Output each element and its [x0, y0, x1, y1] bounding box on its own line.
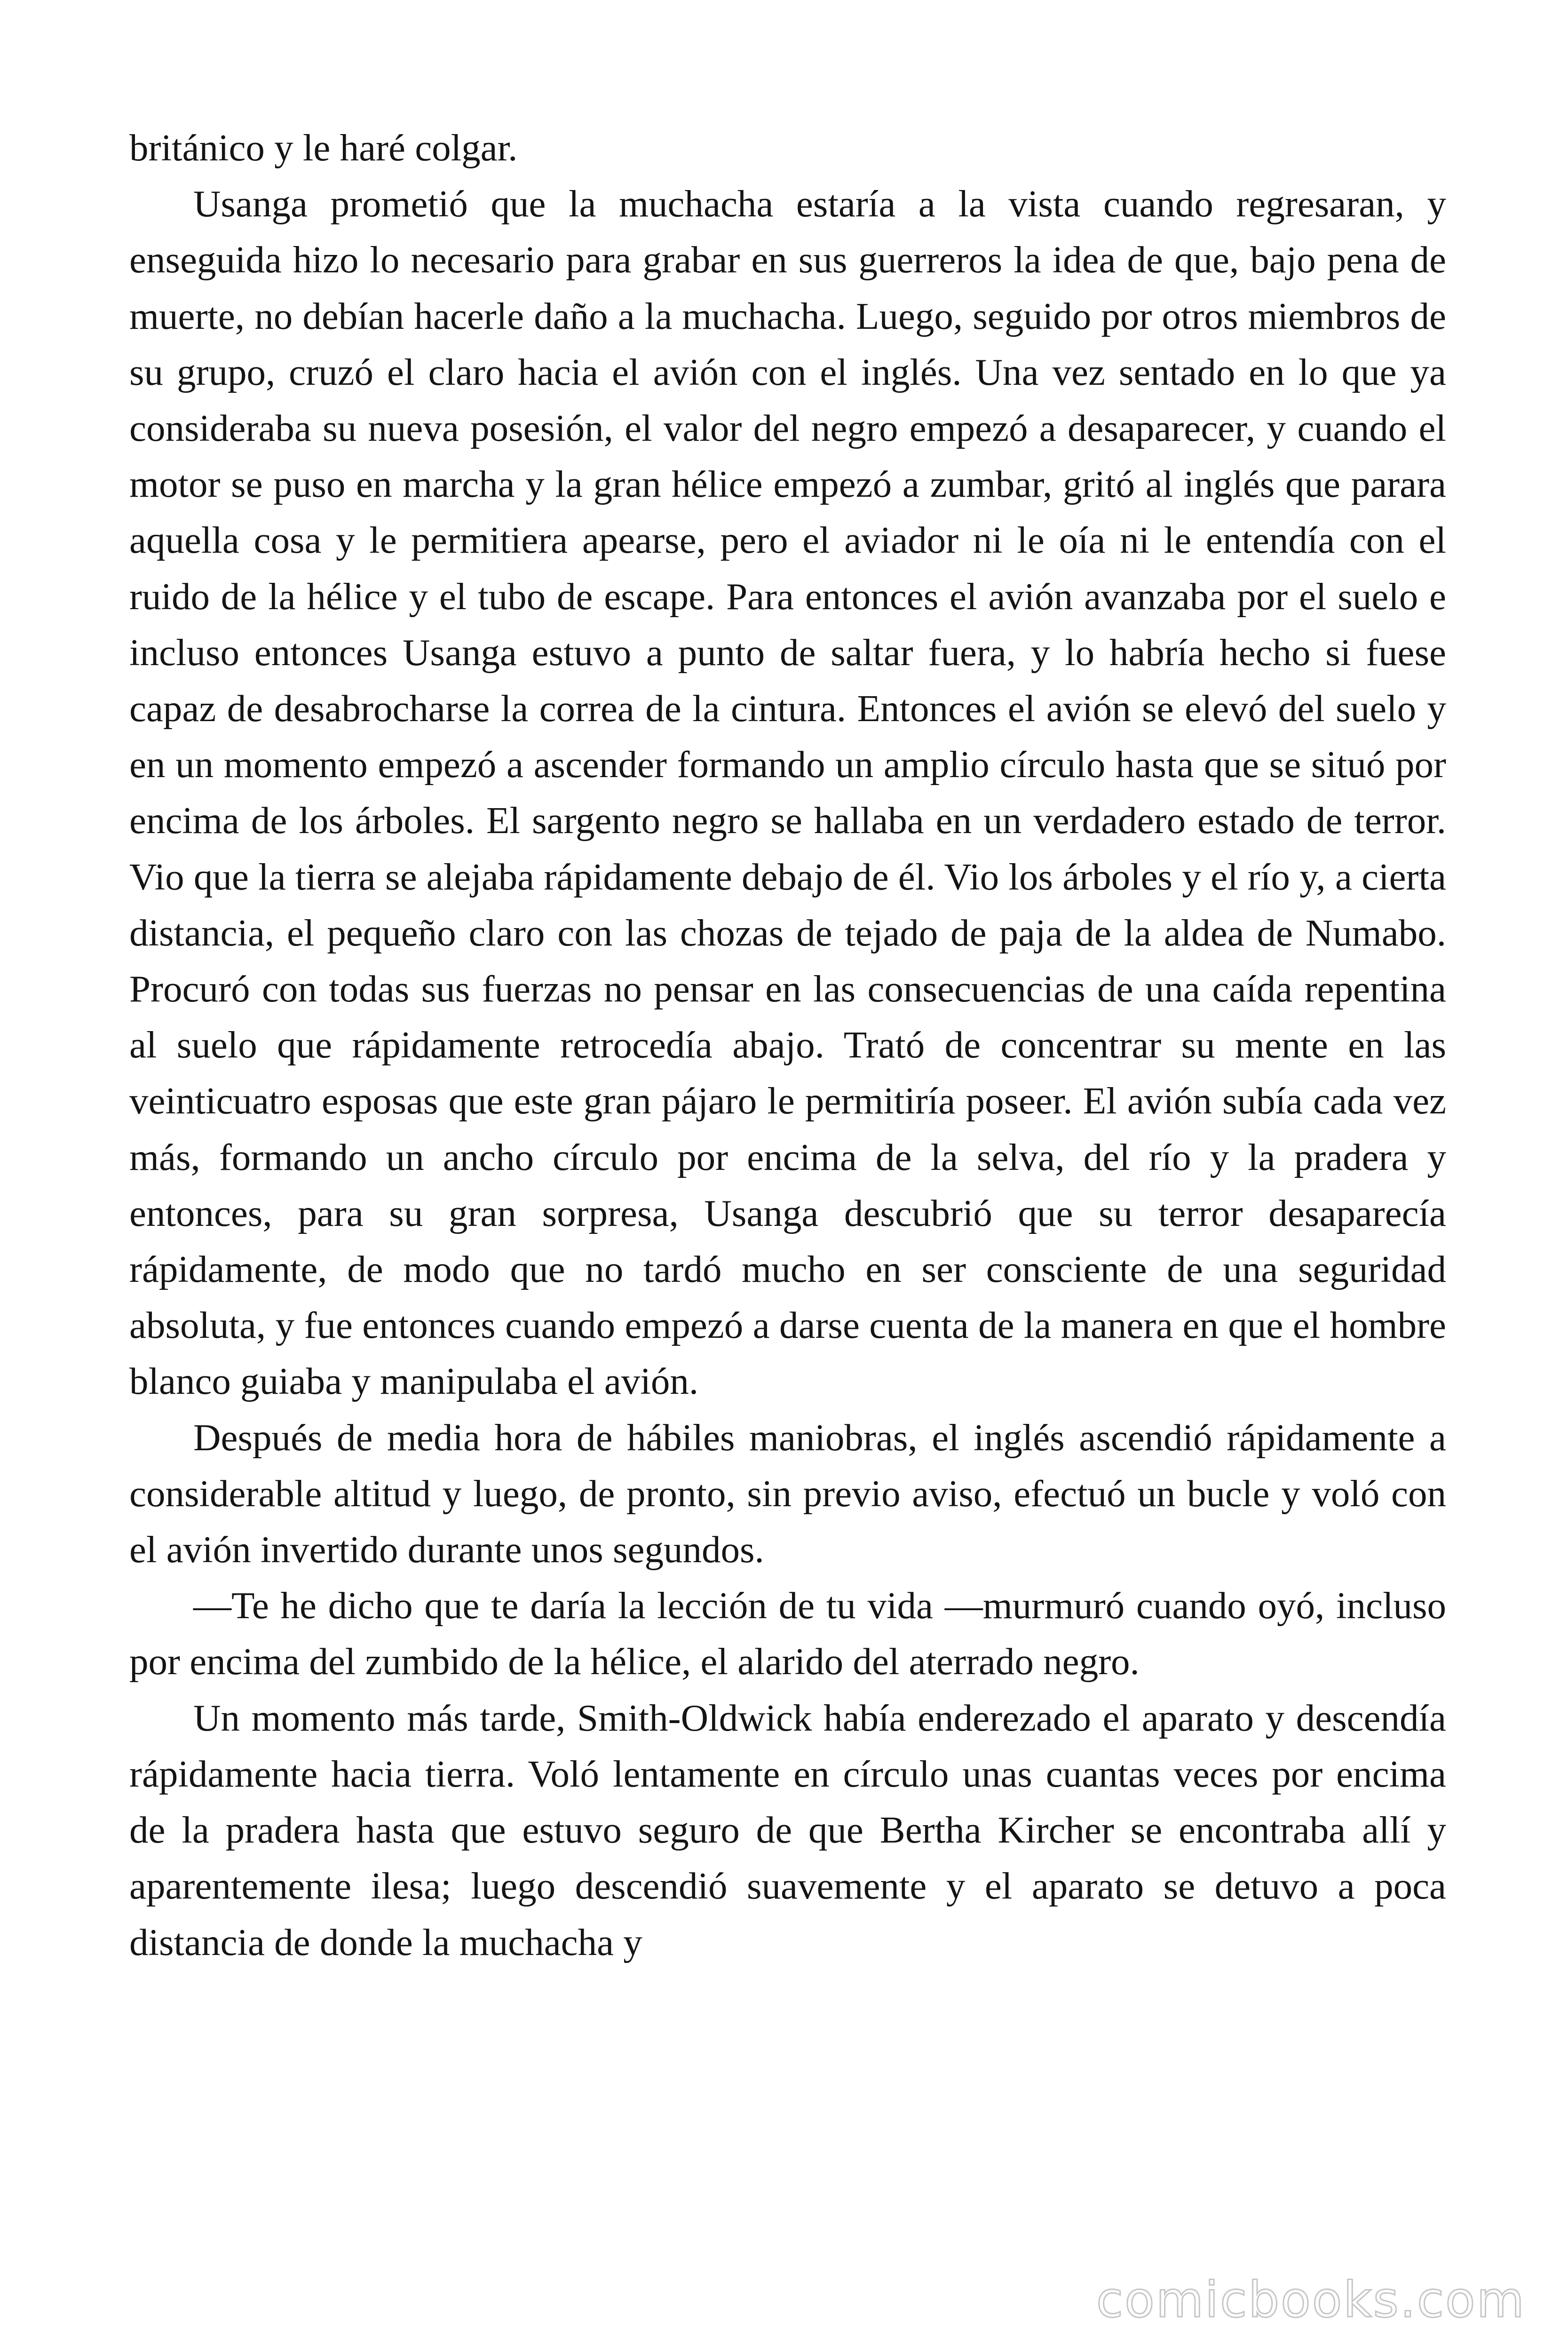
paragraph: Después de media hora de hábiles maniobras, el inglés ascendió rápidamente a considerable altitud y luego, de pronto, sin previo aviso, efectuó un bucle y voló con el avión invertido durante unos segundos.	[129, 1416, 1446, 1571]
paragraph: Un momento más tarde, Smith-Oldwick había enderezado el aparato y descendía rápidamente hacia tierra. Voló lentamente en círculo unas cuantas veces por encima de la pradera hasta que estuvo seguro de que Bertha Kircher se encontraba allí y aparentemente ilesa; luego descendió suavemente y el aparato se detuvo a poca distancia de donde la muchacha y	[129, 1696, 1446, 1963]
paragraph: Usanga prometió que la muchacha estaría a la vista cuando regresaran, y enseguida hizo lo necesario para grabar en sus guerreros la idea de que, bajo pena de muerte, no debían hacerle daño a la muchacha. Luego, seguido por otros miembros de su grupo, cruzó el claro hacia el avión con el inglés. Una vez sentado en lo que ya consideraba su nueva posesión, el valor del negro empezó a desaparecer, y cuando el motor se puso en marcha y la gran hélice empezó a zumbar, gritó al inglés que parara aquella cosa y le permitiera apearse, pero el aviador ni le oía ni le entendía con el ruido de la hélice y el tubo de escape. Para entonces el avión avanzaba por el suelo e incluso entonces Usanga estuvo a punto de saltar fuera, y lo habría hecho si fuese capaz de desabrocharse la correa de la cintura. Entonces el avión se elevó del suelo y en un momento empezó a ascender formando un amplio círculo hasta que se situó por encima de los árboles. El sargento negro se hallaba en un verdadero estado de terror. Vio que la tierra se alejaba rápidamente debajo de él. Vio los árboles y el río y, a cierta distancia, el pequeño claro con las chozas de tejado de paja de la aldea de Numabo. Procuró con todas sus fuerzas no pensar en las consecuencias de una caída repentina al suelo que rápidamente retrocedía abajo. Trató de concentrar su mente en las veinticuatro esposas que este gran pájaro le permitiría poseer. El avión subía cada vez más, formando un ancho círculo por encima de la selva, del río y la pradera y entonces, para su gran sorpresa, Usanga descubrió que su terror desaparecía rápidamente, de modo que no tardó mucho en ser consciente de una seguridad absoluta, y fue entonces cuando empezó a darse cuenta de la manera en que el hombre blanco guiaba y manipulaba el avión.	[129, 183, 1446, 1403]
paragraph-continuation: británico y le haré colgar.	[129, 127, 518, 169]
watermark: comicbooks.com	[1096, 2271, 1526, 2328]
page-body-text	[129, 120, 1446, 1971]
paragraph-dialogue: —Te he dicho que te daría la lección de tu vida —murmuró cuando oyó, incluso por encima del zumbido de la hélice, el alarido del aterrado negro.	[129, 1584, 1446, 1683]
